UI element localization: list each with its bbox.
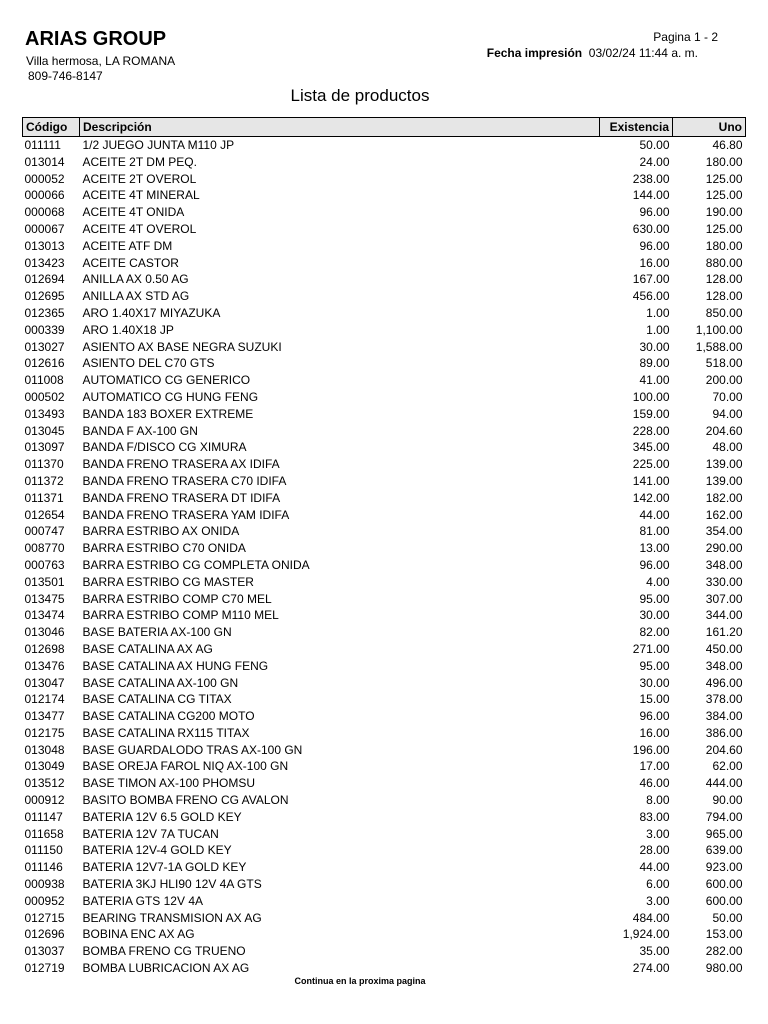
cell-code: 012616 xyxy=(24,356,65,371)
cell-code: 011008 xyxy=(24,373,64,388)
cell-description: BASE CATALINA AX HUNG FENG xyxy=(82,658,269,673)
cell-description: ASIENTO DEL C70 GTS xyxy=(82,356,215,371)
cell-code: 012696 xyxy=(24,927,65,942)
cell-price: 128.00 xyxy=(705,272,743,287)
table-row xyxy=(23,675,746,692)
table-row xyxy=(23,288,746,305)
cell-stock: 196.00 xyxy=(632,742,670,757)
table-row xyxy=(23,775,746,792)
cell-description: BARRA ESTRIBO C70 ONIDA xyxy=(82,541,246,556)
cell-code: 013476 xyxy=(24,658,65,673)
cell-stock: 16.00 xyxy=(639,725,670,740)
cell-price: 980.00 xyxy=(705,961,743,976)
cell-stock: 95.00 xyxy=(639,658,670,673)
cell-code: 000952 xyxy=(24,893,65,908)
company-phone: 809-746-8147 xyxy=(28,69,103,83)
cell-code: 013493 xyxy=(24,406,65,421)
table-row xyxy=(23,473,746,490)
table-row xyxy=(23,557,746,574)
cell-price: 923.00 xyxy=(705,860,743,875)
cell-description: BOMBA LUBRICACION AX AG xyxy=(82,961,250,976)
cell-code: 013048 xyxy=(24,742,65,757)
cell-stock: 30.00 xyxy=(639,608,670,623)
table-row xyxy=(23,238,746,255)
cell-price: 190.00 xyxy=(705,205,743,220)
table-row xyxy=(23,372,746,389)
cell-description: BASE CATALINA CG TITAX xyxy=(82,692,232,707)
cell-description: BASE CATALINA RX115 TITAX xyxy=(82,725,250,740)
cell-stock: 96.00 xyxy=(639,205,670,220)
cell-price: 125.00 xyxy=(705,188,743,203)
cell-price: 444.00 xyxy=(705,776,743,791)
table-row xyxy=(23,507,746,524)
report-title: Lista de productos xyxy=(290,86,430,105)
cell-price: 204.60 xyxy=(705,423,743,438)
table-row xyxy=(23,842,746,859)
cell-price: 125.00 xyxy=(705,171,743,186)
print-date xyxy=(487,46,698,60)
cell-code: 013037 xyxy=(24,944,65,959)
cell-price: 48.00 xyxy=(712,440,743,455)
cell-price: 180.00 xyxy=(705,154,743,169)
column-header-stock: Existencia xyxy=(600,118,673,137)
table-row xyxy=(23,187,746,204)
cell-stock: 456.00 xyxy=(632,289,670,304)
cell-description: BATERIA 12V-4 GOLD KEY xyxy=(82,843,232,858)
table-row xyxy=(23,423,746,440)
table-row xyxy=(23,255,746,272)
cell-price: 600.00 xyxy=(705,877,743,892)
cell-price: 94.00 xyxy=(712,406,743,421)
cell-description: ACEITE 4T ONIDA xyxy=(82,205,185,220)
cell-description: ANILLA AX STD AG xyxy=(82,289,190,304)
cell-description: BANDA F/DISCO CG XIMURA xyxy=(82,440,247,455)
cell-stock: 28.00 xyxy=(639,843,670,858)
table-row xyxy=(23,826,746,843)
cell-stock: 144.00 xyxy=(632,188,670,203)
cell-code: 013475 xyxy=(24,591,65,606)
table-header-row xyxy=(23,118,746,137)
table-row xyxy=(23,624,746,641)
cell-code: 013047 xyxy=(24,675,65,690)
cell-stock: 16.00 xyxy=(639,255,670,270)
table-row xyxy=(23,137,746,154)
table-row xyxy=(23,271,746,288)
cell-stock: 8.00 xyxy=(646,793,670,808)
table-row xyxy=(23,725,746,742)
table-row xyxy=(23,591,746,608)
cell-price: 348.00 xyxy=(705,557,743,572)
cell-price: 518.00 xyxy=(705,356,743,371)
cell-stock: 44.00 xyxy=(639,860,670,875)
cell-stock: 225.00 xyxy=(632,457,670,472)
cell-description: ANILLA AX 0.50 AG xyxy=(82,272,189,287)
cell-price: 90.00 xyxy=(712,793,743,808)
cell-code: 011370 xyxy=(24,457,64,472)
cell-code: 011150 xyxy=(24,843,63,858)
table-row xyxy=(23,792,746,809)
cell-description: BANDA FRENO TRASERA C70 IDIFA xyxy=(82,473,287,488)
cell-description: BOMBA FRENO CG TRUENO xyxy=(82,944,246,959)
cell-code: 011658 xyxy=(24,826,64,841)
cell-description: BANDA FRENO TRASERA YAM IDIFA xyxy=(82,507,290,522)
cell-description: BARRA ESTRIBO AX ONIDA xyxy=(82,524,240,539)
cell-stock: 630.00 xyxy=(632,221,670,236)
cell-stock: 4.00 xyxy=(646,574,670,589)
cell-code: 000763 xyxy=(24,557,65,572)
cell-stock: 6.00 xyxy=(646,877,670,892)
cell-description: BATERIA 12V 7A TUCAN xyxy=(82,826,219,841)
cell-stock: 13.00 xyxy=(639,541,670,556)
column-header-description: Descripción xyxy=(80,118,600,137)
cell-description: BATERIA 3KJ HLI90 12V 4A GTS xyxy=(82,877,262,892)
table-row xyxy=(23,809,746,826)
cell-price: 450.00 xyxy=(705,641,743,656)
cell-code: 012698 xyxy=(24,641,65,656)
cell-price: 330.00 xyxy=(705,574,743,589)
cell-code: 000747 xyxy=(24,524,65,539)
cell-code: 013423 xyxy=(24,255,65,270)
table-row xyxy=(23,322,746,339)
cell-description: BANDA FRENO TRASERA DT IDIFA xyxy=(82,490,281,505)
cell-price: 1,100.00 xyxy=(695,322,743,337)
table-row xyxy=(23,574,746,591)
table-row xyxy=(23,389,746,406)
cell-description: BOBINA ENC AX AG xyxy=(82,927,195,942)
cell-description: ACEITE 4T MINERAL xyxy=(82,188,200,203)
table-row xyxy=(23,490,746,507)
cell-description: BEARING TRANSMISION AX AG xyxy=(82,910,262,925)
table-row xyxy=(23,876,746,893)
table-row xyxy=(23,355,746,372)
cell-price: 965.00 xyxy=(705,826,743,841)
table-row xyxy=(23,406,746,423)
cell-price: 128.00 xyxy=(705,289,743,304)
table-row xyxy=(23,708,746,725)
cell-stock: 24.00 xyxy=(639,154,670,169)
cell-price: 384.00 xyxy=(705,709,743,724)
cell-description: BANDA F AX-100 GN xyxy=(82,423,198,438)
cell-stock: 1.00 xyxy=(646,322,670,337)
cell-description: BASE CATALINA CG200 MOTO xyxy=(82,709,255,724)
cell-stock: 95.00 xyxy=(639,591,670,606)
cell-code: 011372 xyxy=(24,473,64,488)
cell-price: 348.00 xyxy=(705,658,743,673)
cell-stock: 89.00 xyxy=(639,356,670,371)
cell-price: 180.00 xyxy=(705,238,743,253)
cell-description: ARO 1.40X18 JP xyxy=(82,322,174,337)
cell-stock: 484.00 xyxy=(632,910,670,925)
cell-description: AUTOMATICO CG HUNG FENG xyxy=(82,389,259,404)
cell-price: 139.00 xyxy=(705,473,743,488)
cell-price: 290.00 xyxy=(705,541,743,556)
company-name: ARIAS GROUP xyxy=(25,28,167,50)
cell-description: ACEITE 4T OVEROL xyxy=(82,221,197,236)
cell-description: BATERIA GTS 12V 4A xyxy=(82,893,203,908)
cell-stock: 46.00 xyxy=(639,776,670,791)
cell-stock: 41.00 xyxy=(639,373,670,388)
cell-description: 1/2 JUEGO JUNTA M110 JP xyxy=(82,138,235,152)
cell-code: 000912 xyxy=(24,793,65,808)
cell-code: 012694 xyxy=(24,272,65,287)
cell-description: BASE TIMON AX-100 PHOMSU xyxy=(82,776,255,791)
cell-description: BASE CATALINA AX-100 GN xyxy=(82,675,239,690)
cell-description: BARRA ESTRIBO CG COMPLETA ONIDA xyxy=(82,557,310,572)
print-date-label: Fecha impresión xyxy=(486,46,583,60)
cell-description: BASITO BOMBA FRENO CG AVALON xyxy=(82,793,289,808)
cell-price: 307.00 xyxy=(705,591,743,606)
cell-price: 639.00 xyxy=(705,843,743,858)
cell-code: 000938 xyxy=(24,877,65,892)
cell-stock: 1.00 xyxy=(646,305,670,320)
cell-price: 46.80 xyxy=(712,138,743,152)
cell-description: BARRA ESTRIBO COMP M110 MEL xyxy=(82,608,279,623)
cell-code: 012365 xyxy=(24,305,65,320)
print-date-value: 03/02/24 11:44 a. m. xyxy=(588,46,698,60)
cell-stock: 3.00 xyxy=(646,893,670,908)
cell-stock: 3.00 xyxy=(646,826,670,841)
column-header-price: Uno xyxy=(673,118,746,137)
cell-code: 000068 xyxy=(24,205,65,220)
cell-price: 880.00 xyxy=(705,255,743,270)
table-row xyxy=(23,910,746,927)
cell-code: 013501 xyxy=(24,574,65,589)
table-row xyxy=(23,742,746,759)
cell-price: 70.00 xyxy=(712,389,743,404)
cell-price: 378.00 xyxy=(705,692,743,707)
table-row xyxy=(23,154,746,171)
cell-stock: 82.00 xyxy=(639,625,670,640)
cell-description: AUTOMATICO CG GENERICO xyxy=(82,373,251,388)
cell-stock: 50.00 xyxy=(639,138,670,152)
table-row xyxy=(23,926,746,943)
cell-stock: 345.00 xyxy=(632,440,670,455)
table-row xyxy=(23,960,746,977)
table-row xyxy=(23,171,746,188)
cell-stock: 44.00 xyxy=(639,507,670,522)
cell-stock: 30.00 xyxy=(639,675,670,690)
cell-description: BARRA ESTRIBO CG MASTER xyxy=(82,574,254,589)
cell-code: 013045 xyxy=(24,423,65,438)
cell-price: 354.00 xyxy=(705,524,743,539)
table-row xyxy=(23,540,746,557)
cell-stock: 17.00 xyxy=(639,759,670,774)
continuation-note: Continua en la proxima pagina xyxy=(294,976,426,986)
cell-code: 013512 xyxy=(24,776,65,791)
cell-code: 013014 xyxy=(24,154,65,169)
cell-description: ASIENTO AX BASE NEGRA SUZUKI xyxy=(82,339,282,354)
table-row xyxy=(23,439,746,456)
table-row xyxy=(23,859,746,876)
cell-stock: 96.00 xyxy=(639,709,670,724)
cell-code: 000502 xyxy=(24,389,65,404)
cell-description: ACEITE CASTOR xyxy=(82,255,179,270)
cell-price: 139.00 xyxy=(705,457,743,472)
cell-price: 62.00 xyxy=(712,759,743,774)
cell-code: 000067 xyxy=(24,221,65,236)
cell-code: 013477 xyxy=(24,709,65,724)
cell-code: 013013 xyxy=(24,238,65,253)
cell-price: 125.00 xyxy=(705,221,743,236)
cell-code: 008770 xyxy=(24,541,65,556)
products-table xyxy=(22,117,746,977)
cell-price: 600.00 xyxy=(705,893,743,908)
cell-code: 012175 xyxy=(24,725,65,740)
cell-code: 013046 xyxy=(24,625,65,640)
table-row xyxy=(23,893,746,910)
cell-stock: 167.00 xyxy=(632,272,670,287)
cell-code: 012715 xyxy=(24,910,65,925)
cell-description: BANDA FRENO TRASERA AX IDIFA xyxy=(82,457,280,472)
table-row xyxy=(23,641,746,658)
cell-code: 012695 xyxy=(24,289,65,304)
cell-code: 000339 xyxy=(24,322,65,337)
cell-stock: 1,924.00 xyxy=(622,927,670,942)
cell-code: 012174 xyxy=(24,692,65,707)
cell-price: 200.00 xyxy=(705,373,743,388)
cell-code: 013027 xyxy=(24,339,65,354)
cell-price: 204.60 xyxy=(705,742,743,757)
cell-price: 162.00 xyxy=(705,507,743,522)
table-row xyxy=(23,943,746,960)
table-row xyxy=(23,691,746,708)
cell-code: 013474 xyxy=(24,608,65,623)
cell-stock: 238.00 xyxy=(632,171,670,186)
cell-stock: 100.00 xyxy=(632,389,670,404)
cell-stock: 228.00 xyxy=(632,423,670,438)
column-header-code: Código xyxy=(23,118,80,137)
cell-price: 153.00 xyxy=(705,927,743,942)
cell-description: BASE CATALINA AX AG xyxy=(82,641,213,656)
cell-code: 013049 xyxy=(24,759,65,774)
company-address: Villa hermosa, LA ROMANA xyxy=(26,54,176,68)
cell-description: BATERIA 12V 6.5 GOLD KEY xyxy=(82,809,242,824)
cell-price: 182.00 xyxy=(705,490,743,505)
cell-code: 012719 xyxy=(24,961,65,976)
cell-stock: 96.00 xyxy=(639,557,670,572)
cell-price: 161.20 xyxy=(705,625,743,640)
cell-code: 011146 xyxy=(24,860,63,875)
cell-description: BASE BATERIA AX-100 GN xyxy=(82,625,232,640)
table-row xyxy=(23,204,746,221)
cell-stock: 141.00 xyxy=(632,473,670,488)
cell-code: 013097 xyxy=(24,440,65,455)
cell-description: ARO 1.40X17 MIYAZUKA xyxy=(82,305,221,320)
cell-price: 794.00 xyxy=(705,809,743,824)
cell-code: 000066 xyxy=(24,188,65,203)
cell-price: 344.00 xyxy=(705,608,743,623)
cell-code: 011371 xyxy=(24,490,64,505)
cell-stock: 30.00 xyxy=(639,339,670,354)
cell-stock: 81.00 xyxy=(639,524,670,539)
table-row xyxy=(23,339,746,356)
table-row xyxy=(23,305,746,322)
cell-description: ACEITE ATF DM xyxy=(82,238,173,253)
cell-stock: 142.00 xyxy=(632,490,670,505)
cell-code: 012654 xyxy=(24,507,65,522)
cell-description: BATERIA 12V7-1A GOLD KEY xyxy=(82,860,247,875)
table-row xyxy=(23,607,746,624)
table-row xyxy=(23,221,746,238)
cell-price: 850.00 xyxy=(705,305,743,320)
cell-stock: 15.00 xyxy=(639,692,670,707)
cell-price: 386.00 xyxy=(705,725,743,740)
cell-price: 50.00 xyxy=(712,910,743,925)
cell-code: 011111 xyxy=(24,138,61,152)
cell-code: 000052 xyxy=(24,171,65,186)
cell-stock: 35.00 xyxy=(639,944,670,959)
cell-description: ACEITE 2T DM PEQ. xyxy=(82,154,197,169)
cell-description: ACEITE 2T OVEROL xyxy=(82,171,197,186)
cell-stock: 83.00 xyxy=(639,809,670,824)
table-body xyxy=(23,137,746,977)
page-number: Pagina 1 - 2 xyxy=(653,30,718,44)
cell-stock: 274.00 xyxy=(632,961,670,976)
table-row xyxy=(23,456,746,473)
cell-description: BARRA ESTRIBO COMP C70 MEL xyxy=(82,591,272,606)
table-row xyxy=(23,658,746,675)
cell-description: BASE OREJA FAROL NIQ AX-100 GN xyxy=(82,759,289,774)
cell-stock: 159.00 xyxy=(632,406,670,421)
cell-description: BANDA 183 BOXER EXTREME xyxy=(82,406,254,421)
table-row xyxy=(23,523,746,540)
cell-stock: 271.00 xyxy=(632,641,670,656)
cell-code: 011147 xyxy=(24,809,63,824)
cell-price: 1,588.00 xyxy=(695,339,743,354)
cell-price: 282.00 xyxy=(705,944,743,959)
cell-stock: 96.00 xyxy=(639,238,670,253)
cell-description: BASE GUARDALODO TRAS AX-100 GN xyxy=(82,742,303,757)
table-row xyxy=(23,758,746,775)
cell-price: 496.00 xyxy=(705,675,743,690)
